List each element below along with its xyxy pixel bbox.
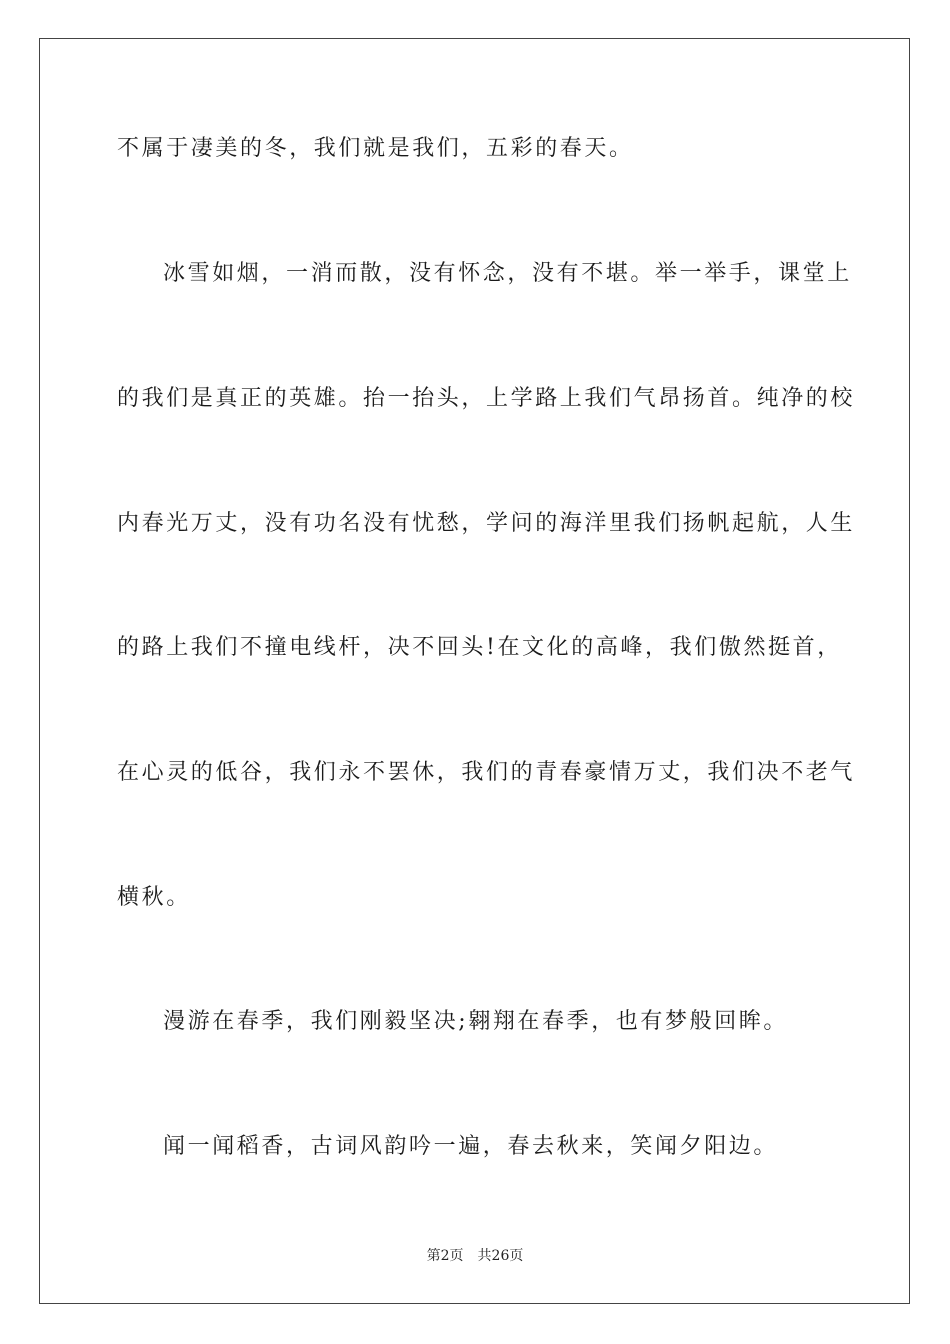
text-line-9: 闻一闻稻香，古词风韵吟一遍，春去秋来，笑闻夕阳边。 [163, 1134, 779, 1159]
total-pages: 共26页 [477, 1248, 524, 1264]
page-footer [0, 1246, 950, 1266]
text-line-7: 横秋。 [117, 885, 191, 910]
text-line-8: 漫游在春季，我们刚毅坚决;翱翔在春季，也有梦般回眸。 [163, 1009, 789, 1034]
text-line-3: 的我们是真正的英雄。抬一抬头，上学路上我们气昂扬首。纯净的校 [117, 386, 856, 411]
text-line-4: 内春光万丈，没有功名没有忧愁，学问的海洋里我们扬帆起航，人生 [117, 511, 856, 536]
text-line-1: 不属于凄美的冬，我们就是我们，五彩的春天。 [117, 136, 634, 161]
text-line-6: 在心灵的低谷，我们永不罢休，我们的青春豪情万丈，我们决不老气 [117, 760, 856, 785]
page-frame [39, 38, 910, 1304]
page-number: 第2页 [426, 1248, 464, 1264]
text-line-2: 冰雪如烟，一消而散，没有怀念，没有不堪。举一举手，课堂上 [163, 261, 852, 286]
text-line-5: 的路上我们不撞电线杆，决不回头!在文化的高峰，我们傲然挺首， [117, 635, 842, 660]
